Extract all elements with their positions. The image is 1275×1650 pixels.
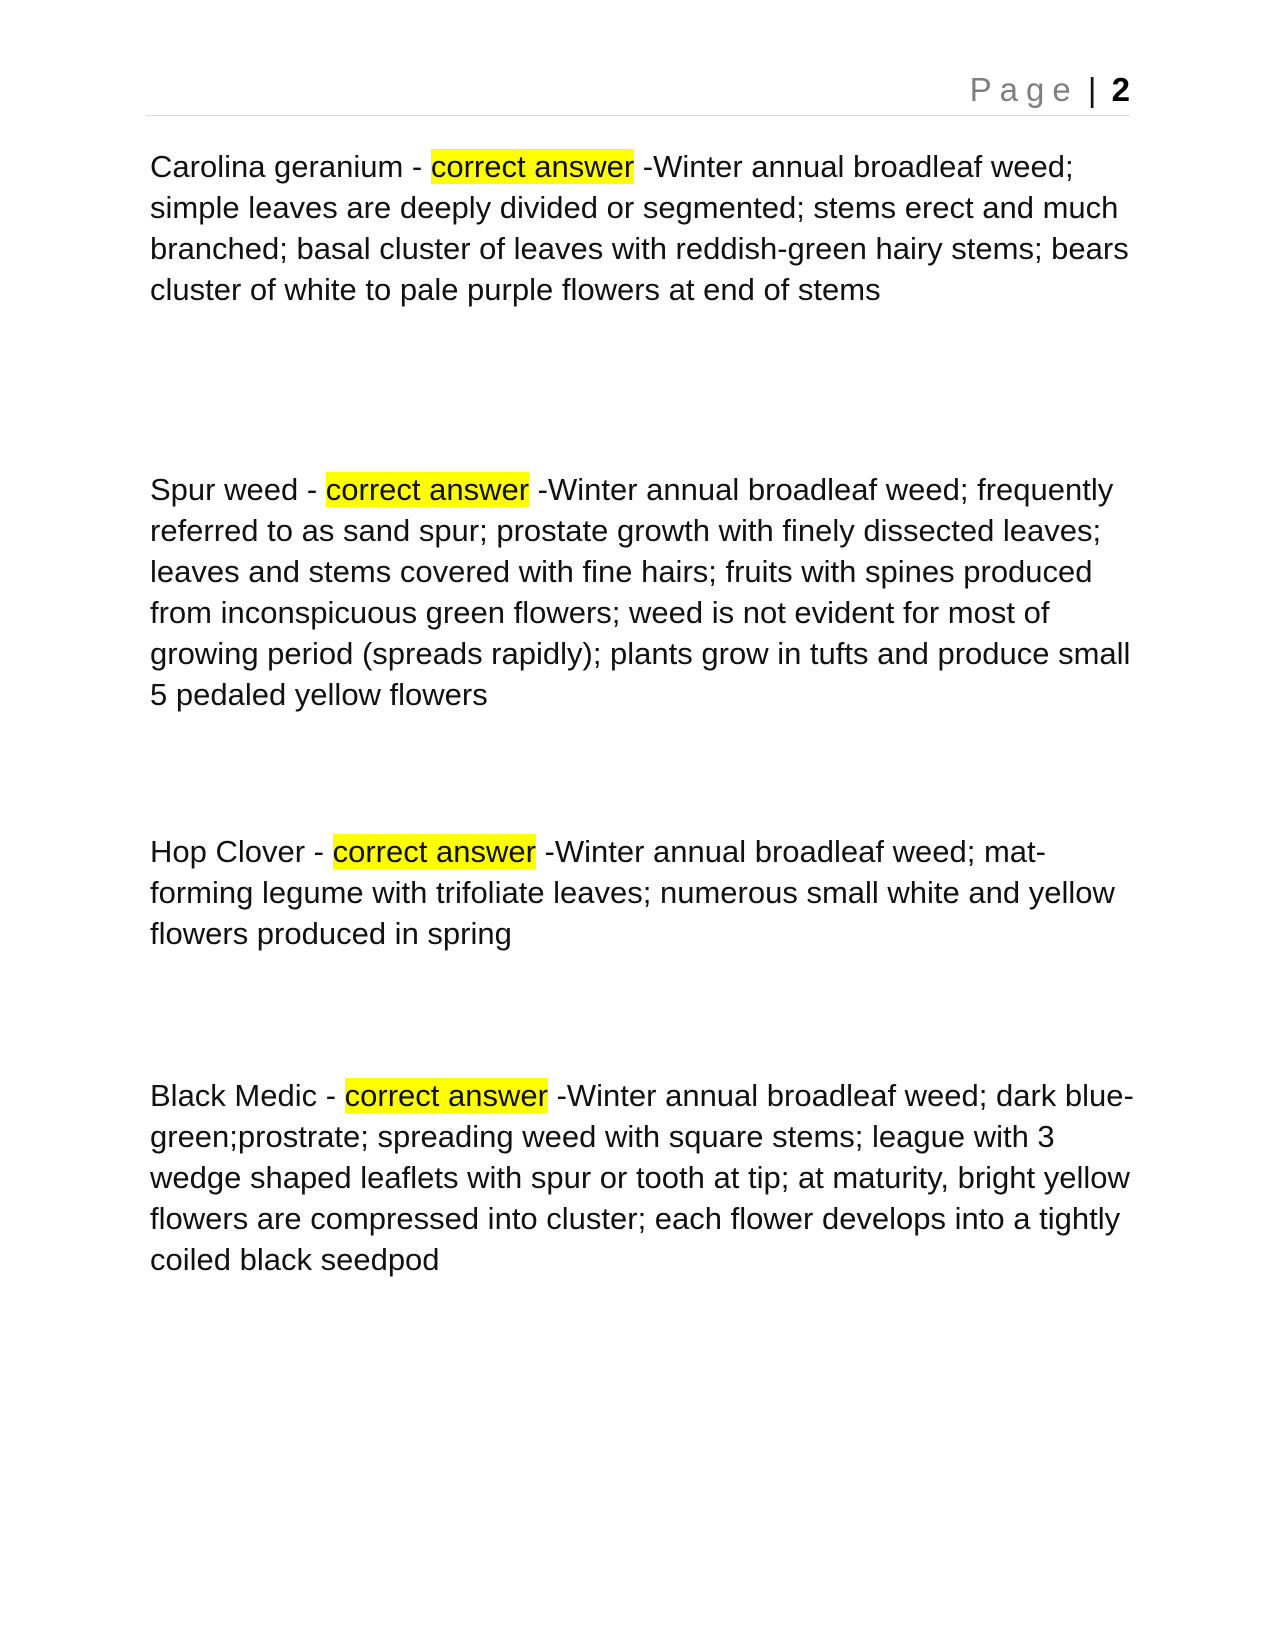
page-header (146, 60, 1130, 116)
entry-definition: -Winter annual broadleaf weed; frequently referred to as sand spur; prostate growth with finely dissected leaves; leaves and stems covered with fine hairs; fruits with spines produced from inconspicuous green flowers; weed is not evident for most of growing period (spreads rapidly); plants grow in tufts and produce small 5 pedaled yellow flowers (150, 472, 1131, 712)
correct-answer-highlight: correct answer (344, 1078, 548, 1113)
page-label: Page (969, 71, 1079, 108)
entry-term: Hop Clover - (150, 834, 333, 869)
page-number-indicator (970, 73, 1130, 106)
entry-black-medic (150, 1075, 1140, 1280)
page-separator: | (1087, 71, 1097, 108)
entry-term: Spur weed - (150, 472, 326, 507)
entry-hop-clover (150, 831, 1140, 954)
correct-answer-highlight: correct answer (332, 834, 536, 869)
correct-answer-highlight: correct answer (325, 472, 530, 507)
entry-term: Black Medic - (150, 1078, 345, 1113)
correct-answer-highlight: correct answer (430, 149, 635, 184)
entry-term: Carolina geranium - (150, 149, 431, 184)
entry-definition: -Winter annual broadleaf weed; simple leaves are deeply divided or segmented; stems erect and much branched; basal cluster of leaves with reddish-green hairy stems; bears cluster of white to pale purple flowers at end of stems (150, 149, 1129, 307)
entry-definition: -Winter annual broadleaf weed; dark blue-green;prostrate; spreading weed with square stems; league with 3 wedge shaped leaflets with spur or tooth at tip; at maturity, bright yellow flowers are compressed into cluster; each flower develops into a tightly coiled black seedpod (150, 1078, 1134, 1277)
page-number: 2 (1111, 71, 1130, 108)
entry-spur-weed (150, 469, 1140, 715)
entry-definition: -Winter annual broadleaf weed; mat-forming legume with trifoliate leaves; numerous small white and yellow flowers produced in spring (150, 834, 1115, 951)
entry-carolina-geranium (150, 146, 1140, 310)
